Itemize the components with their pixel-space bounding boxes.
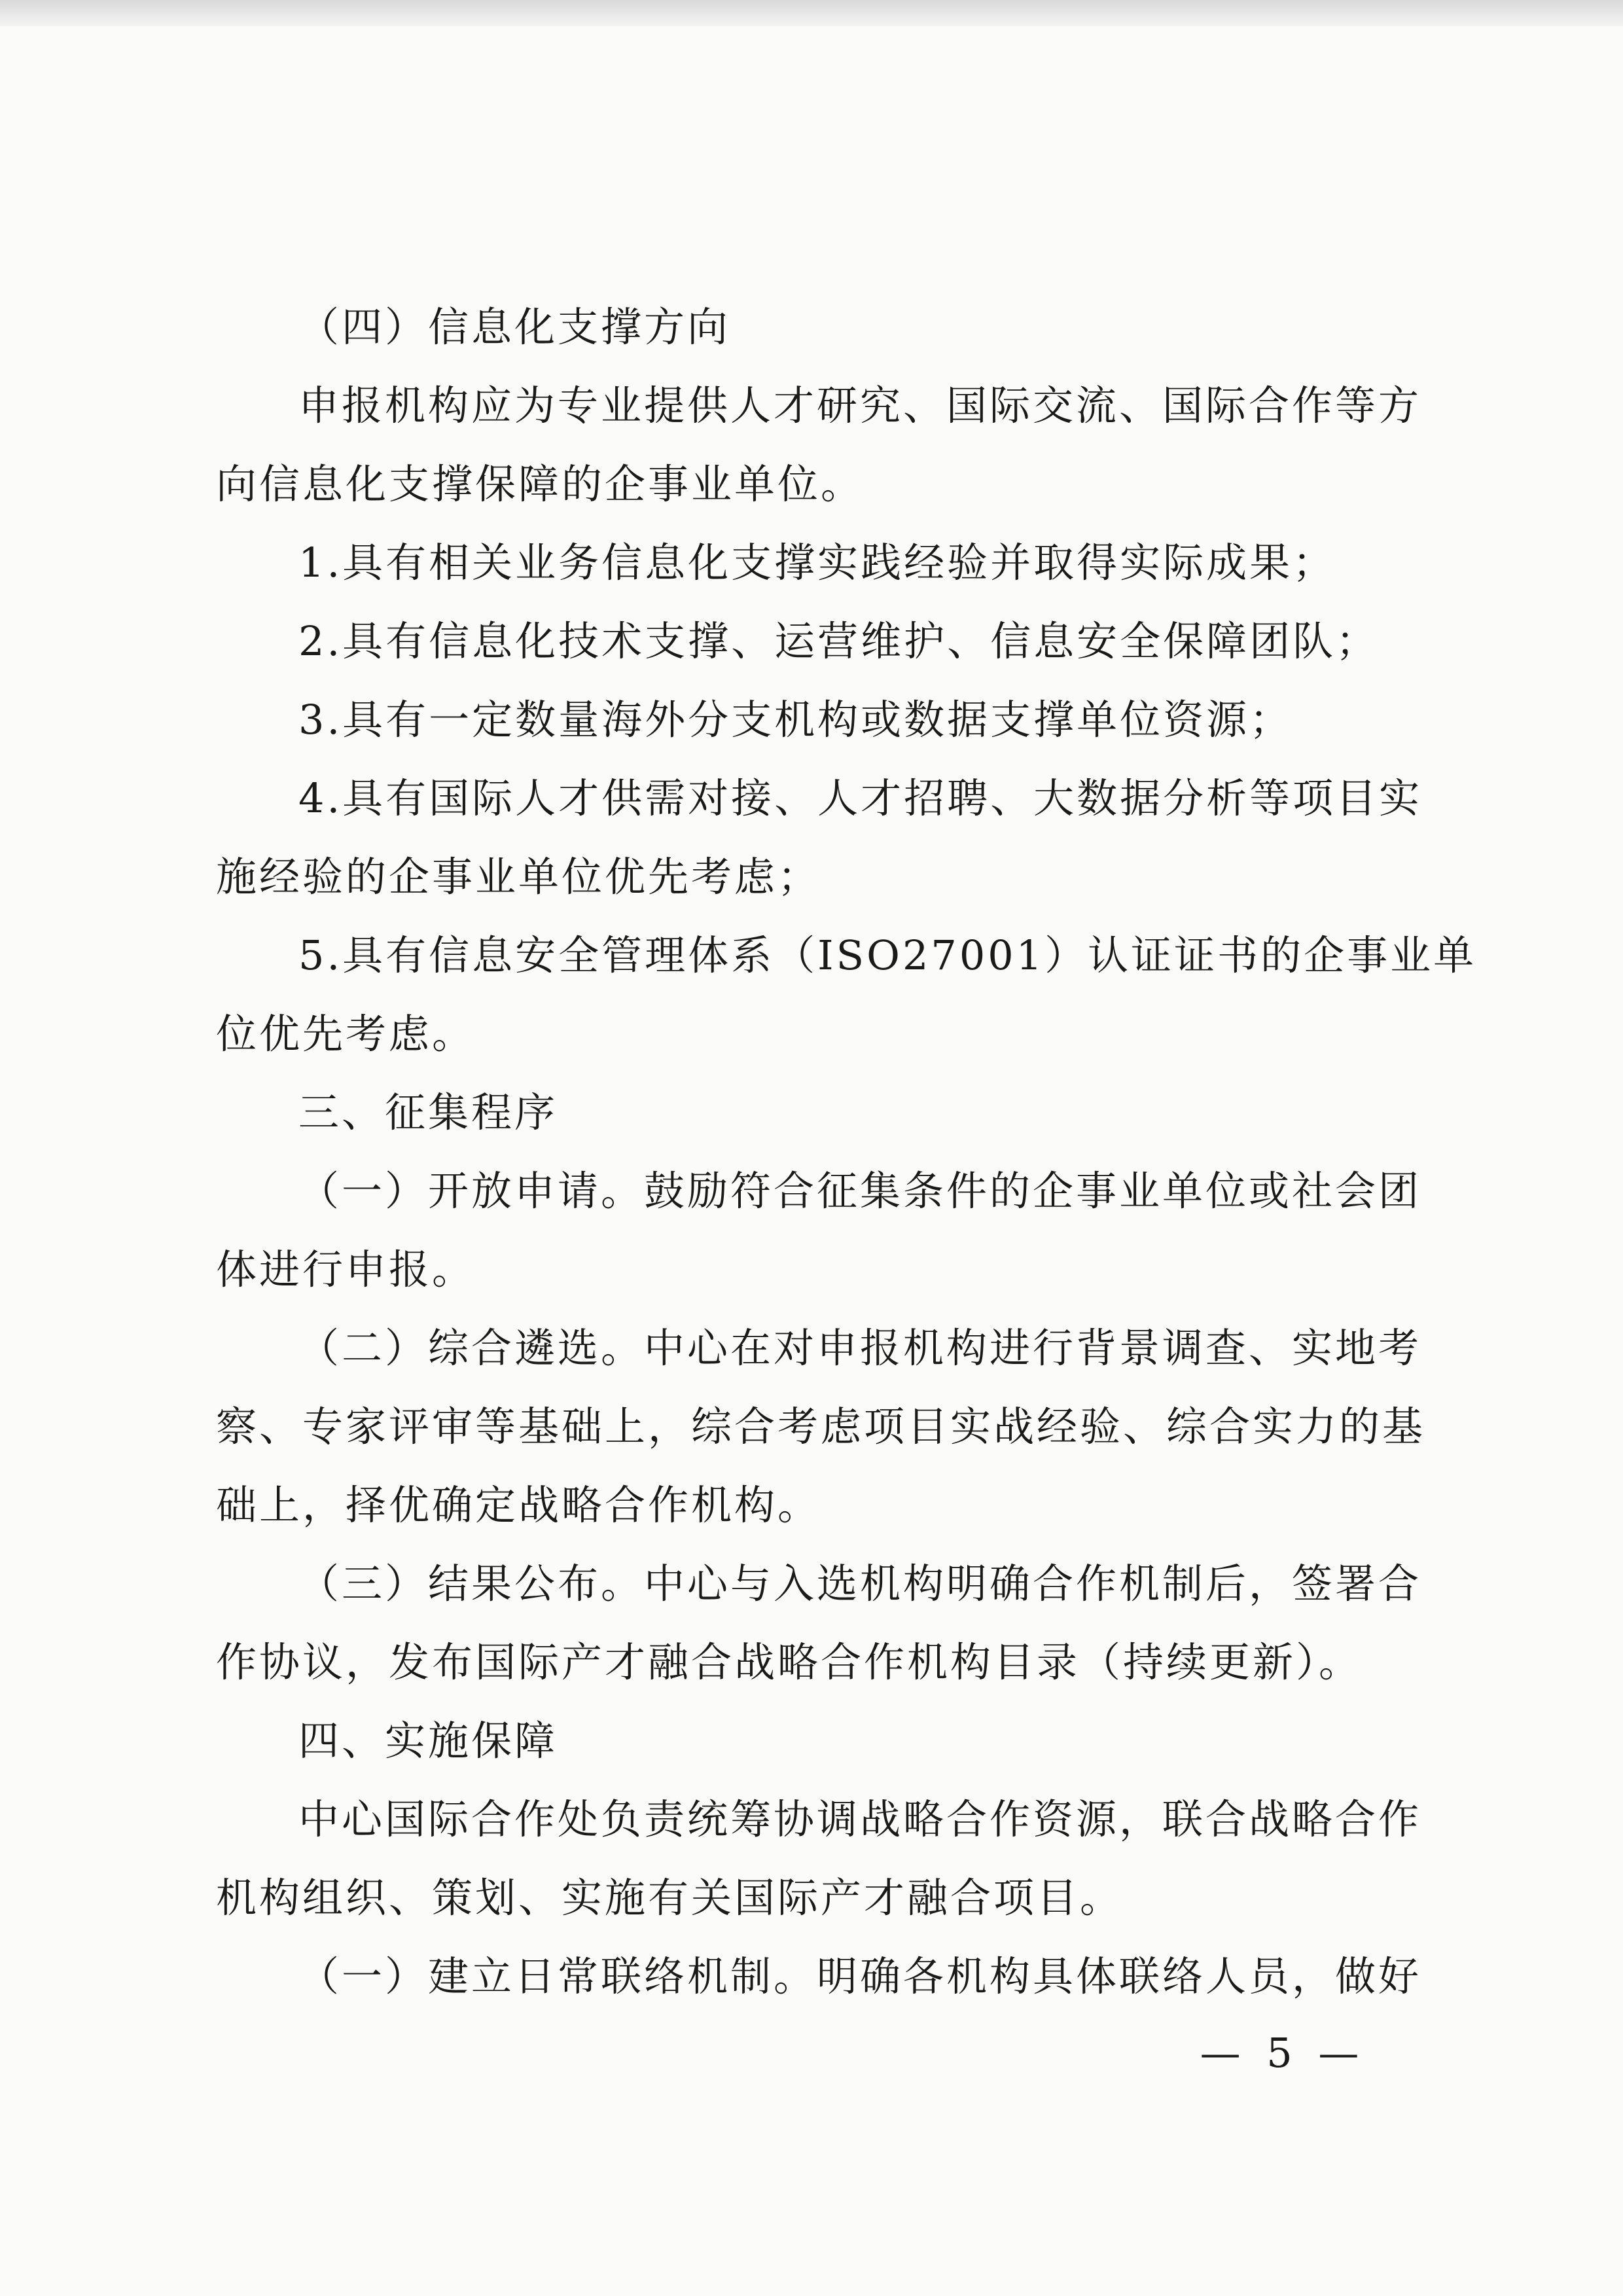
paragraph-liaison: （一）建立日常联络机制。明确各机构具体联络人员，做好 bbox=[298, 1952, 1422, 2000]
list-item-2: 2.具有信息化技术支撑、运营维护、信息安全保障团队； bbox=[298, 617, 1380, 665]
paragraph-selection: （二）综合遴选。中心在对申报机构进行背景调查、实地考 bbox=[298, 1324, 1422, 1372]
paragraph-results: （三）结果公布。中心与入选机构明确合作机制后，签署合 bbox=[298, 1560, 1422, 1607]
list-item-5-continued: 位优先考虑。 bbox=[216, 1010, 476, 1058]
paragraph-line: 作协议，发布国际产才融合战略合作机构目录（持续更新）。 bbox=[216, 1638, 1363, 1686]
list-item-4-continued: 施经验的企事业单位优先考虑； bbox=[216, 853, 821, 901]
document-body bbox=[216, 288, 1477, 2016]
paragraph-line: 础上，择优确定战略合作机构。 bbox=[216, 1481, 821, 1529]
paragraph-line: 察、专家评审等基础上，综合考虑项目实战经验、综合实力的基 bbox=[216, 1403, 1426, 1450]
list-item-3: 3.具有一定数量海外分支机构或数据支撑单位资源； bbox=[298, 696, 1293, 744]
page-number: — 5 — bbox=[1200, 2029, 1366, 2077]
scan-top-edge bbox=[0, 0, 1623, 26]
paragraph-open-application: （一）开放申请。鼓励符合征集条件的企事业单位或社会团 bbox=[298, 1167, 1422, 1215]
list-item-4: 4.具有国际人才供需对接、人才招聘、大数据分析等项目实 bbox=[298, 774, 1423, 822]
subheading-informatization-support: （四）信息化支撑方向 bbox=[298, 303, 731, 351]
list-item-5: 5.具有信息安全管理体系（ISO27001）认证证书的企事业单 bbox=[298, 931, 1477, 979]
paragraph-guarantee: 中心国际合作处负责统筹协调战略合作资源，联合战略合作 bbox=[298, 1795, 1422, 1843]
paragraph-line: 申报机构应为专业提供人才研究、国际交流、国际合作等方 bbox=[298, 382, 1422, 429]
list-item-1: 1.具有相关业务信息化支撑实践经验并取得实际成果； bbox=[298, 539, 1336, 586]
paragraph-line: 体进行申报。 bbox=[216, 1246, 476, 1293]
section-heading-guarantee: 四、实施保障 bbox=[298, 1717, 558, 1765]
paragraph-line: 机构组织、策划、实施有关国际产才融合项目。 bbox=[216, 1874, 1124, 1922]
section-heading-procedure: 三、征集程序 bbox=[298, 1088, 558, 1136]
paragraph-line: 向信息化支撑保障的企事业单位。 bbox=[216, 460, 865, 508]
